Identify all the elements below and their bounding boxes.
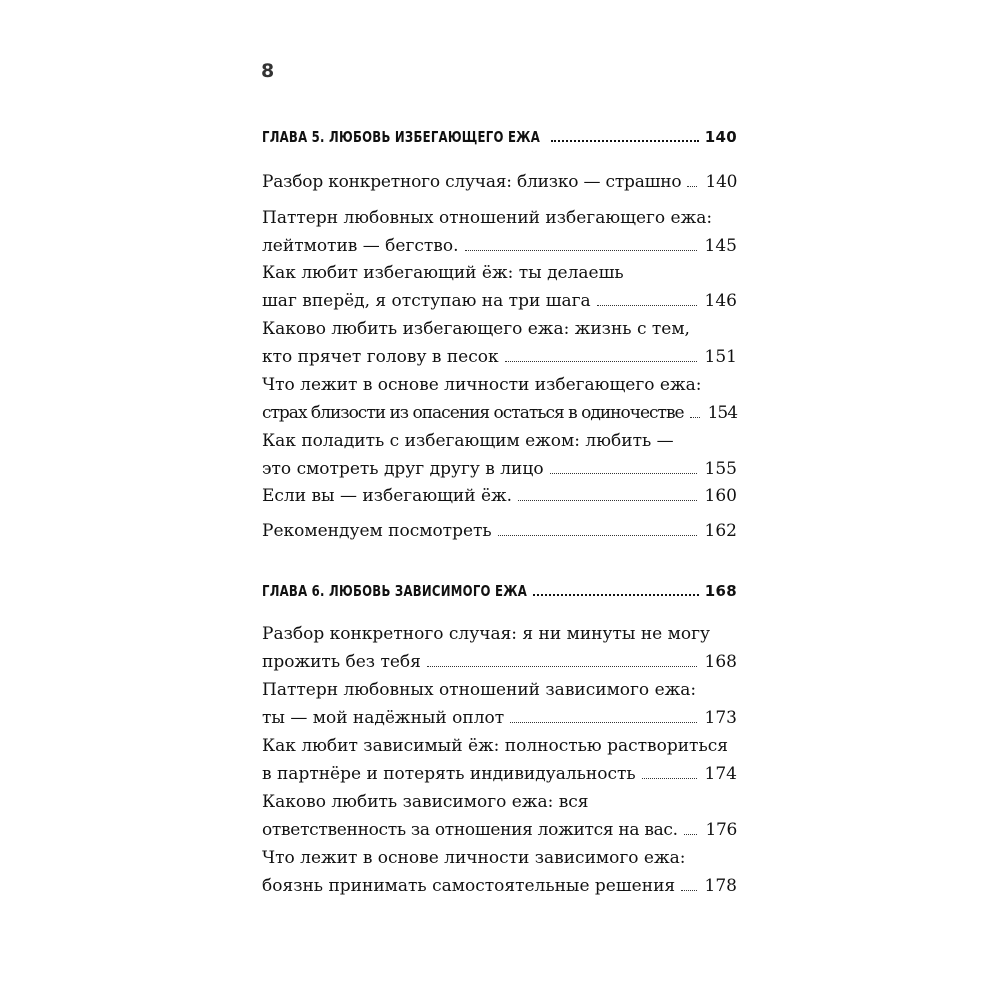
dot-leader: [533, 593, 699, 596]
page-number: 8: [261, 60, 276, 82]
toc-entry[interactable]: [262, 517, 737, 545]
toc-entry[interactable]: [262, 427, 737, 483]
dot-leader: [597, 304, 697, 306]
dot-leader: [505, 360, 697, 362]
entry-page-number: 154: [707, 403, 738, 423]
chapter-heading-6[interactable]: [262, 582, 737, 600]
toc-entry[interactable]: [262, 204, 737, 260]
entry-text-line: Что лежит в основе личности зависимого ежа:: [262, 848, 686, 868]
entry-page-number: 162: [704, 521, 737, 541]
dot-leader: [681, 889, 696, 891]
entry-text-line: Что лежит в основе личности избегающего ежа:: [262, 375, 702, 395]
toc-entry[interactable]: [262, 620, 737, 676]
entry-text: это смотреть друг другу в лицо: [262, 459, 544, 479]
entry-text-line: Как любит зависимый ёж: полностью раствориться: [262, 736, 728, 756]
dot-leader: [642, 777, 697, 779]
entry-text-line: Каково любить зависимого ежа: вся: [262, 792, 589, 812]
entry-text-line: Паттерн любовных отношений избегающего ежа:: [262, 208, 713, 228]
entry-page-number: 178: [704, 876, 737, 896]
chapter-heading-5[interactable]: [262, 128, 737, 146]
entry-page-number: 173: [704, 708, 737, 728]
entry-page-number: 151: [704, 347, 737, 367]
entry-text: страх близости из опасения остаться в одиночестве: [262, 403, 684, 423]
toc-entry[interactable]: [262, 315, 737, 371]
toc-entry[interactable]: [262, 676, 737, 732]
chapter-title: ГЛАВА 5. ЛЮБОВЬ ИЗБЕГАЮЩЕГО ЕЖА: [262, 128, 541, 146]
dot-leader: [427, 665, 697, 667]
entry-text: боязнь принимать самостоятельные решения: [262, 876, 676, 896]
entry-text-line: Как любит избегающий ёж: ты делаешь: [262, 263, 624, 283]
toc-entry[interactable]: [262, 259, 737, 315]
entry-text: кто прячет голову в песок: [262, 347, 499, 367]
entry-text: ответственность за отношения ложится на вас.: [262, 820, 678, 840]
dot-leader: [684, 833, 698, 835]
entry-page-number: 145: [704, 236, 737, 256]
entry-text: ты — мой надёжный оплот: [262, 708, 505, 728]
dot-leader: [510, 721, 696, 723]
entry-page-number: 160: [704, 486, 737, 506]
dot-leader: [498, 534, 697, 536]
toc-entry[interactable]: [262, 732, 737, 788]
dot-leader: [550, 472, 697, 474]
entry-text: Если вы — избегающий ёж.: [262, 486, 513, 506]
entry-text-line: Каково любить избегающего ежа: жизнь с тем,: [262, 319, 690, 339]
dot-leader: [551, 139, 699, 142]
toc-entry[interactable]: [262, 482, 737, 510]
dot-leader: [687, 185, 697, 187]
entry-text: лейтмотив — бегство.: [262, 236, 459, 256]
chapter-page-number: 140: [704, 128, 737, 146]
toc-entry[interactable]: [262, 168, 737, 196]
entry-page-number: 174: [704, 764, 737, 784]
entry-text-line: Как поладить с избегающим ежом: любить —: [262, 431, 674, 451]
entry-page-number: 168: [704, 652, 737, 672]
toc-entry[interactable]: [262, 371, 737, 427]
entry-page-number: 155: [704, 459, 737, 479]
entry-text: Рекомендуем посмотреть: [262, 521, 492, 541]
dot-leader: [518, 499, 696, 501]
toc-entry[interactable]: [262, 844, 737, 900]
entry-text-line: Разбор конкретного случая: я ни минуты не могу: [262, 624, 711, 644]
entry-text: шаг вперёд, я отступаю на три шага: [262, 291, 591, 311]
dot-leader: [465, 249, 697, 251]
chapter-page-number: 168: [704, 582, 737, 600]
entry-page-number: 146: [704, 291, 737, 311]
entry-text: Разбор конкретного случая: близко — страшно: [262, 172, 682, 192]
entry-page-number: 176: [705, 820, 737, 840]
entry-text: в партнёре и потерять индивидуальность: [262, 764, 636, 784]
entry-text: прожить без тебя: [262, 652, 421, 672]
chapter-title: ГЛАВА 6. ЛЮБОВЬ ЗАВИСИМОГО ЕЖА: [262, 582, 528, 600]
dot-leader: [690, 416, 700, 418]
toc-entry[interactable]: [262, 788, 737, 844]
entry-page-number: 140: [705, 172, 738, 192]
entry-text-line: Паттерн любовных отношений зависимого ежа:: [262, 680, 697, 700]
